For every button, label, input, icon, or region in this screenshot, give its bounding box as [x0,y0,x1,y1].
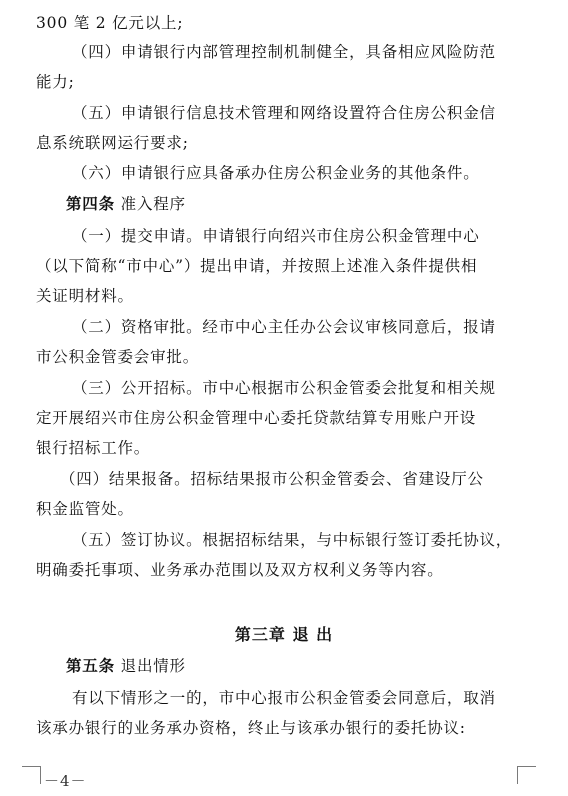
article-label: 第五条 [66,656,115,675]
chapter-title: 第三章 退 出 [234,625,334,644]
article-heading [0,656,568,676]
text-line: 有以下情形之一的，市中心报市公积金管委会同意后，取消 [72,689,496,707]
text-line: （三）公开招标。市中心根据市公积金管委会批复和相关规 [72,379,496,397]
crop-mark [40,766,41,784]
text-line: 定开展绍兴市住房公积金管理中心委托贷款结算专用账户开设 [36,409,477,427]
text-line: 积金监管处。 [36,500,134,518]
text-line: （五）申请银行信息技术管理和网络设置符合住房公积金信 [72,104,496,122]
text-line: 市公积金管委会审批。 [36,348,200,366]
text-line: （五）签订协议。根据招标结果，与中标银行签订委托协议， [72,531,513,549]
text-line: 300 笔 2 亿元以上; [36,14,184,32]
text-line: 能力; [36,73,75,91]
text-line: （四）结果报备。招标结果报市公积金管委会、省建设厅公 [60,470,484,488]
text-line: 明确委托事项、业务承办范围以及双方权利义务等内容。 [36,561,444,579]
text-line: （六）申请银行应具备承办住房公积金业务的其他条件。 [72,164,480,182]
article-title: 退出情形 [120,657,186,675]
page-number: －4－ [44,772,87,790]
text-line: （四）申请银行内部管理控制机制健全，具备相应风险防范 [72,43,496,61]
article-title: 准入程序 [120,195,186,213]
crop-mark [517,766,536,767]
article-label: 第四条 [66,194,115,213]
text-line: （二）资格审批。经市中心主任办公会议审核同意后，报请 [72,318,496,336]
text-line: 息系统联网运行要求; [36,134,189,152]
article-heading [0,194,568,214]
text-line: （以下简称“市中心”）提出申请，并按照上述准入条件提供相 [36,257,478,275]
crop-mark [22,766,41,767]
text-line: （一）提交申请。申请银行向绍兴市住房公积金管理中心 [72,227,480,245]
text-line: 关证明材料。 [36,287,134,305]
crop-mark [517,766,518,784]
text-line: 该承办银行的业务承办资格，终止与该承办银行的委托协议: [36,719,466,737]
text-line: 银行招标工作。 [36,439,151,457]
